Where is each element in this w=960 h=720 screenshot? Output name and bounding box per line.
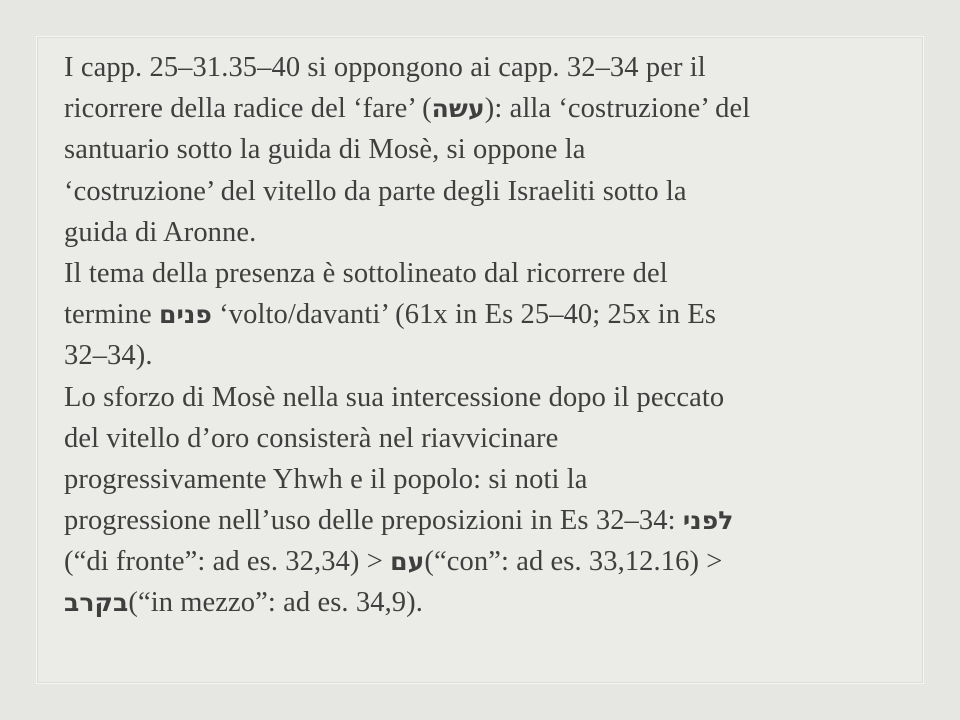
hebrew-word: בקרב	[64, 588, 129, 618]
text-line	[64, 171, 924, 212]
text-line	[64, 418, 924, 459]
text-segment: progressivamente Yhwh e il popolo: si noti la	[64, 463, 588, 495]
text-segment: (“di fronte”: ad es. 32,34) >	[64, 546, 391, 578]
text-segment: I capp. 25–31.35–40 si oppongono ai capp. 32–34 per il	[64, 52, 706, 83]
text-line	[64, 294, 924, 335]
text-segment: 32–34).	[64, 340, 153, 372]
text-line	[64, 47, 924, 88]
text-segment: (“in mezzo”: ad es. 34,9).	[128, 587, 423, 619]
text-line	[64, 88, 924, 129]
text-segment: progressione nell’uso delle preposizioni in Es 32–34:	[64, 505, 683, 537]
hebrew-word: עשה	[431, 94, 485, 124]
text-segment: Lo sforzo di Mosè nella sua intercessione dopo il peccato	[64, 381, 725, 413]
text-line	[64, 377, 924, 418]
text-line	[64, 500, 924, 541]
text-line	[64, 129, 924, 170]
text-line	[64, 212, 924, 253]
text-segment: termine	[64, 299, 159, 331]
text-segment: (“con”: ad es. 33,12.16) >	[424, 546, 723, 578]
text-line	[64, 541, 924, 582]
text-line	[64, 253, 924, 294]
text-segment: del vitello d’oro consisterà nel riavvicinare	[64, 422, 559, 454]
text-segment: ‘costruzione’ del vitello da parte degli Israeliti sotto la	[64, 175, 687, 207]
hebrew-word: לפני	[682, 506, 734, 536]
text-segment: ricorrere della radice del ‘fare’ (	[64, 93, 432, 125]
text-segment: ): alla ‘costruzione’ del	[484, 93, 751, 125]
text-segment: ‘volto/davanti’ (61x in Es 25–40; 25x in Es	[211, 299, 717, 331]
slide-text-body	[64, 47, 924, 624]
text-line	[64, 459, 924, 500]
text-segment: guida di Aronne.	[64, 216, 257, 248]
hebrew-word: פנים	[158, 300, 212, 330]
hebrew-word: עם	[390, 547, 425, 577]
text-segment: santuario sotto la guida di Mosè, si oppone la	[64, 134, 586, 166]
text-line	[64, 582, 924, 623]
text-line	[64, 335, 924, 376]
text-segment: Il tema della presenza è sottolineato dal ricorrere del	[64, 257, 668, 289]
